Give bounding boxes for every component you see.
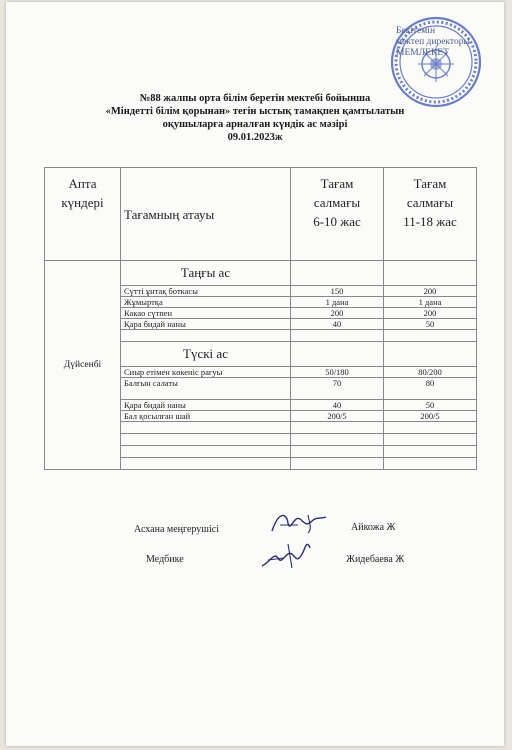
table-row: Балғын салаты 70 80 bbox=[45, 378, 477, 400]
table-row: Сиыр етімен көкеніс рагуы 50/180 80/200 bbox=[45, 367, 477, 378]
lunch-title: Түскі ас bbox=[121, 342, 291, 367]
document-page bbox=[6, 2, 504, 746]
nurse-role: Медбике bbox=[146, 554, 184, 565]
chef-name: Айкожа Ж bbox=[351, 522, 396, 533]
approval-line-2: мектеп директоры bbox=[396, 37, 470, 47]
table-row: Какао сүтпен 200 200 bbox=[45, 308, 477, 319]
nurse-signature bbox=[258, 538, 318, 572]
breakfast-title-row bbox=[45, 261, 477, 286]
header-date: 09.01.2023ж bbox=[227, 132, 283, 143]
chef-role: Асхана меңгерушісі bbox=[134, 524, 219, 535]
table-header-row bbox=[45, 168, 477, 261]
approval-line-1: Бекітемін bbox=[396, 26, 436, 36]
approval-line-3: МЕМЛЕКЕТ bbox=[396, 48, 449, 58]
table-row: Сүтті ұнтақ боткасы 150 200 bbox=[45, 286, 477, 297]
header-weight-6-10: Тағам салмағы 6-10 жас bbox=[291, 168, 384, 261]
header-line-1: №88 жалпы орта білім беретін мектебі бойынша bbox=[139, 93, 371, 104]
approval-block bbox=[396, 26, 492, 59]
nurse-name: Жидебаева Ж bbox=[346, 554, 405, 565]
header-week-days: Апта күндері bbox=[45, 168, 121, 261]
header-line-3: оқушыларға арналған күндік ас мәзірі bbox=[162, 119, 348, 130]
table-row: Қара бидай наны 40 50 bbox=[45, 319, 477, 330]
table-row: Жұмыртқа 1 дана 1 дана bbox=[45, 297, 477, 308]
chef-signature bbox=[268, 507, 332, 537]
table-row: Қара бидай наны 40 50 bbox=[45, 400, 477, 411]
table-row: Бал қосылған шай 200/5 200/5 bbox=[45, 411, 477, 422]
header-line-2: «Міндетті білім қорынан» тегін ыстық тамақпен қамтылатын bbox=[105, 106, 405, 117]
day-cell: Дүйсенбі bbox=[45, 261, 121, 470]
header-dish-name: Тағамның атауы bbox=[121, 168, 291, 261]
menu-table bbox=[44, 167, 477, 470]
header-weight-11-18: Тағам салмағы 11-18 жас bbox=[384, 168, 477, 261]
document-header bbox=[6, 92, 504, 144]
breakfast-title: Таңғы ас bbox=[121, 261, 291, 286]
